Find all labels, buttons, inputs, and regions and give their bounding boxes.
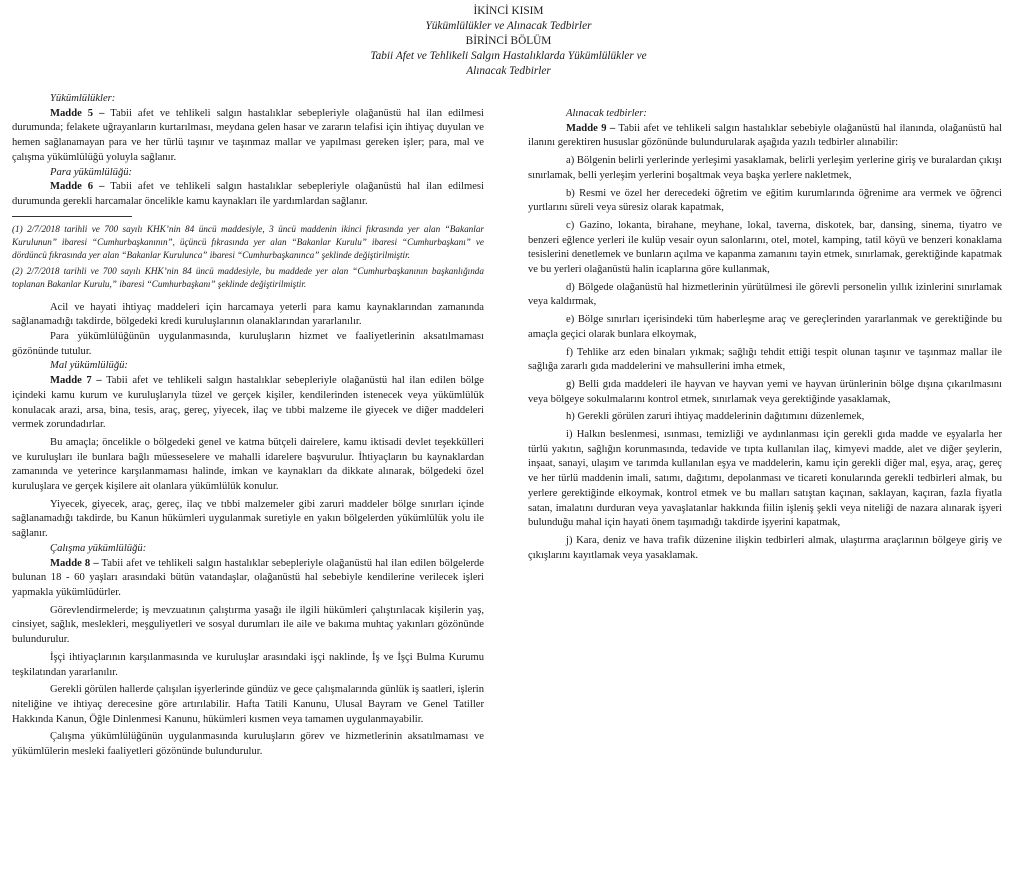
measure-e: e) Bölge sınırları içerisindeki tüm haberleşme araç ve gereçlerinden yararlanmak ve gerektiğinde bu amaçla geçici olarak bunlara elkoymak, — [528, 314, 1002, 340]
measure-g: g) Belli gıda maddeleri ile hayvan ve hayvan yemi ve hayvan ürünlerinin bölge dışına çıkarılmasını veya bölgeye sokulmalarını kontrol etmek, sınırlamak veya gerektiğinde yasaklamak, — [528, 378, 1002, 405]
article-7-text: Tabii afet ve tehlikeli salgın hastalıklar sebepleriyle olağanüstü hal ilan edilen bölge içindeki kamu kurum ve kuruluşlarıyla tüzel ve gerçek kişiler, kendilerinden istenecek veya yükümlülük konulacak arazi, arsa, bina, tesis, araç, gereç, yiyecek, ilaç ve tıbbi malzeme ile giyecek ve diğer maddeleri vermek zorundadırlar. — [12, 375, 484, 431]
paragraph-para: Para yükümlülüğünün uygulanmasında, kuruluşların hizmet ve faaliyetlerinin aksatılmaması gözönünde tutulur. — [12, 331, 484, 357]
article-8-text: Tabii afet ve tehlikeli salgın hastalıklar sebepleriyle olağanüstü hal ilan edilen bölgelerde bulunan 18 - 60 yaşları arasındaki bütün vatandaşlar, olağanüstü hal sebebiyle kendilerine verilecek işleri yapmakla yükümlüdürler. — [12, 557, 484, 598]
paragraph-yiyecek: Yiyecek, giyecek, araç, gereç, ilaç ve tıbbi malzemeler gibi zaruri maddeler bölge sınırları içinde sağlanamadığı takdirde, bu Kanun hükümleri uygulanmak suretiyle en yakın bölgelerden yükümlülük yolu ile sağlanır. — [12, 498, 484, 540]
article-5 — [12, 107, 484, 166]
heading-yukumlulukler: Yükümlülükler: — [50, 93, 116, 104]
right-column — [528, 107, 1002, 563]
heading-para-yukumlulugu: Para yükümlülüğü: — [50, 166, 133, 178]
part-subtitle: Yükümlülükler ve Alınacak Tedbirler — [425, 20, 592, 32]
article-9-text: Tabii afet ve tehlikeli salgın hastalıklar sebebiyle olağanüstü hal ilanında, olağanüstü hal ilanını gerektiren hususlar gözönünde bulundurularak aşağıda yazılı tedbirler alınabilir: — [528, 122, 1003, 149]
article-6-label: Madde 6 – — [50, 181, 105, 193]
measure-h: h) Gerekli görülen zaruri ihtiyaç maddelerinin dağıtımını düzenlemek, — [566, 411, 865, 423]
paragraph-gorevlendirme: Görevlendirmelerde; iş mevzuatının çalıştırma yasağı ile ilgili hükümleri çalıştırılacak kişilerin yaş, cinsiyet, sağlık, meslekleri, meşguliyetleri ve sosyal durumları ile aile ve bakıma muhtaç yakınları gözönünde bulundurulur. — [12, 604, 484, 646]
measure-c: c) Gazino, lokanta, birahane, meyhane, lokal, taverna, diskotek, bar, dansing, sinema, tiyatro ve benzeri eğlence yerleri ile kulüp vesair oyun salonlarını, otel, motel, kamping, tatil köyü ve benzeri konaklama tesislerini denetlemek ve bunların açılma ve kapanma zamanını tayin etmek, sınırlamak, gerektiğinde kapatmak ve bu yerleri olağanüstü halin icaplarına göre kullanmak, — [528, 219, 1002, 276]
heading-calisma-yukumlulugu: Çalışma yükümlülüğü: — [50, 542, 147, 554]
article-5-text: Tabii afet ve tehlikeli salgın hastalıklar sebepleriyle olağanüstü hal ilan edilmesi durumunda; felakete uğrayanların kurtarılması, meydana gelen hasar ve zararın telafisi için ihtiyaç duyulan ve hemen sağlanamayan para ve her türlü taşınır ve taşınmaz mallar ve yapılması gereken işler; para, mal ve çalışma yükümlülüğü yoluyla sağlanır. — [12, 107, 485, 163]
heading-mal-yukumlulugu: Mal yükümlülüğü: — [50, 360, 128, 372]
section-title: BİRİNCİ BÖLÜM — [465, 35, 552, 47]
article-5-label: Madde 5 – — [50, 107, 105, 119]
footnote-1: (1) 2/7/2018 tarihli ve 700 sayılı KHK’nin 84 üncü maddesiyle, 3 üncü maddenin ikinci fıkrasında yer alan “Bakanlar Kurulunun” ibaresi “Cumhurbaşkanının”, üçüncü fıkrasında yer alan “Bakanlar Kurulu” ibaresi “Cumhurbaşkanı” ve dördüncü fıkrasında yer alan “Bakanlar Kurulunca” ibaresi “Cumhurbaşkanınca” şeklinde değiştirilmiştir. — [12, 223, 484, 261]
part-title: İKİNCİ KISIM — [473, 5, 544, 17]
paragraph-gerekli: Gerekli görülen hallerde çalışılan işyerlerinde gündüz ve gece çalışmalarında günlük iş saatleri, işlerin niteliğine ve ihtiyaç derecesine göre artırılabilir. Hafta Tatili Kanunu, Ulusal Bayram ve Genel Tatiller Hakkında Kanun, Öğle Dinlenmesi Kanunu, hükümleri kısmen veya tamamen uygulanmayabilir. — [12, 684, 484, 725]
article-7-label: Madde 7 – — [50, 375, 102, 387]
article-7 — [12, 374, 484, 433]
paragraph-isci: İşçi ihtiyaçlarının karşılanmasında ve kuruluşlar arasındaki işçi naklinde, İş ve İşçi Bulma Kurumu teşkilatından yararlanılır. — [12, 651, 484, 678]
paragraph-calisma: Çalışma yükümlülüğünün uygulanmasında kuruluşların görev ve hizmetlerinin aksatılmaması ve yükümlülerin mesleki faaliyetleri gözönünde bulundurulur. — [12, 731, 484, 758]
article-9-label: Madde 9 – — [566, 122, 616, 134]
section-subtitle-line1: Tabii Afet ve Tehlikeli Salgın Hastalıklarda Yükümlülükler ve — [370, 50, 647, 62]
left-column — [12, 92, 484, 760]
footnote-2: (2) 2/7/2018 tarihli ve 700 sayılı KHK’nin 84 üncü maddesiyle, bu maddede yer alan “Cumhurbaşkanının başkanlığında toplanan Bakanlar Kurulu,” ibaresi “Cumhurbaşkanı” şeklinde değiştirilmiştir. — [12, 266, 484, 290]
paragraph-bu-amacla: Bu amaçla; öncelikle o bölgedeki genel ve katma bütçeli dairelere, kamu iktisadi devlet teşekkülleri ve kuruluşları ile bunlara bağlı müesseselere ve mahalli idarelere başvurulur. İhtiyaçların bu kaynaklardan zamanında ve yeterince karşılanmaması halinde, imkan ve kaynakları da dikkate alınarak, bölgedeki özel kuruluşlara ve gerçek kişilere ait olanlara yükümlülük konulur. — [12, 436, 484, 493]
footnote-separator — [12, 216, 132, 217]
article-6-text: Tabii afet ve tehlikeli salgın hastalıklar sebepleriyle olağanüstü hal ilan edilmesi durumunda gerekli harcamalar öncelikle kamu kaynakları ile yardımlardan sağlanır. — [12, 181, 485, 207]
measure-f: f) Tehlike arz eden binaları yıkmak; sağlığı tehdit ettiği tespit olunan taşınır ve taşınmaz mallar ile sağlığa zararlı gıda maddelerini ve mahsullerini imha etmek, — [528, 346, 1002, 373]
article-8 — [12, 557, 484, 601]
measure-a: a) Bölgenin belirli yerlerinde yerleşimi yasaklamak, belirli yerleşim yerlerine giriş ve buralardan çıkışı sınırlamak, belli yerleşim yerlerini boşaltmak veya başka yerlere nakletmek, — [528, 155, 1002, 181]
article-6 — [12, 180, 484, 209]
measure-d: d) Bölgede olağanüstü hal hizmetlerinin yürütülmesi ile görevli personelin yıllık izinlerini sınırlamak veya kaldırmak, — [528, 281, 1002, 308]
heading-alinacak-tedbirler: Alınacak tedbirler: — [566, 108, 647, 119]
paragraph-acil: Acil ve hayati ihtiyaç maddeleri için harcamaya yeterli para kamu kaynaklarından zamanında sağlanamadığı takdirde, bölgedeki kredi kuruluşlarının olanaklarından yararlanılır. — [12, 301, 484, 328]
measure-b: b) Resmi ve özel her derecedeki öğretim ve eğitim kurumlarında öğrenime ara vermek ve öğrenci yurtlarını süreli veya süresiz olarak kapatmak, — [528, 187, 1002, 214]
article-9 — [528, 122, 1002, 151]
section-header — [0, 4, 1017, 79]
measure-i: i) Halkın beslenmesi, ısınması, temizliği ve aydınlanması için gerekli gıda madde ve eşyalarla her türlü yakıtın, sağlığın korunmasında, tedavide ve tıpta kullanılan ilaç, kimyevi madde, alet ve diğer şeylerin, inşaat, sanayi, ulaşım ve tarımda kullanılan eşya ve maddelerin, kamu için gerekli diğer mal, eşya, araç, gereç ve her türlü maddenin imali, satımı, dağıtımı, depolanması ve ticareti konularında gerekli tedbirleri almak, bu yerlere gerektiğinde elkoymak, kontrol etmek ve bu malları satıştan kaçınan, saklayan, kaçıran, fazla fiyatla satan, imalatını durduran veya yavaşlatanlar hakkında fiilin işleniş şekli veya niteliği de nazara alınarak işyeri bulunduğu mahal için hayati önem taşımadığı takdirde işyerini kapatmak, — [528, 429, 1002, 529]
article-8-label: Madde 8 – — [50, 557, 99, 569]
measure-j: j) Kara, deniz ve hava trafik düzenine ilişkin tedbirleri almak, ulaştırma araçlarının bölgeye giriş ve çıkışlarını kayıtlamak veya yasaklamak. — [528, 534, 1002, 561]
section-subtitle-line2: Alınacak Tedbirler — [466, 65, 551, 77]
